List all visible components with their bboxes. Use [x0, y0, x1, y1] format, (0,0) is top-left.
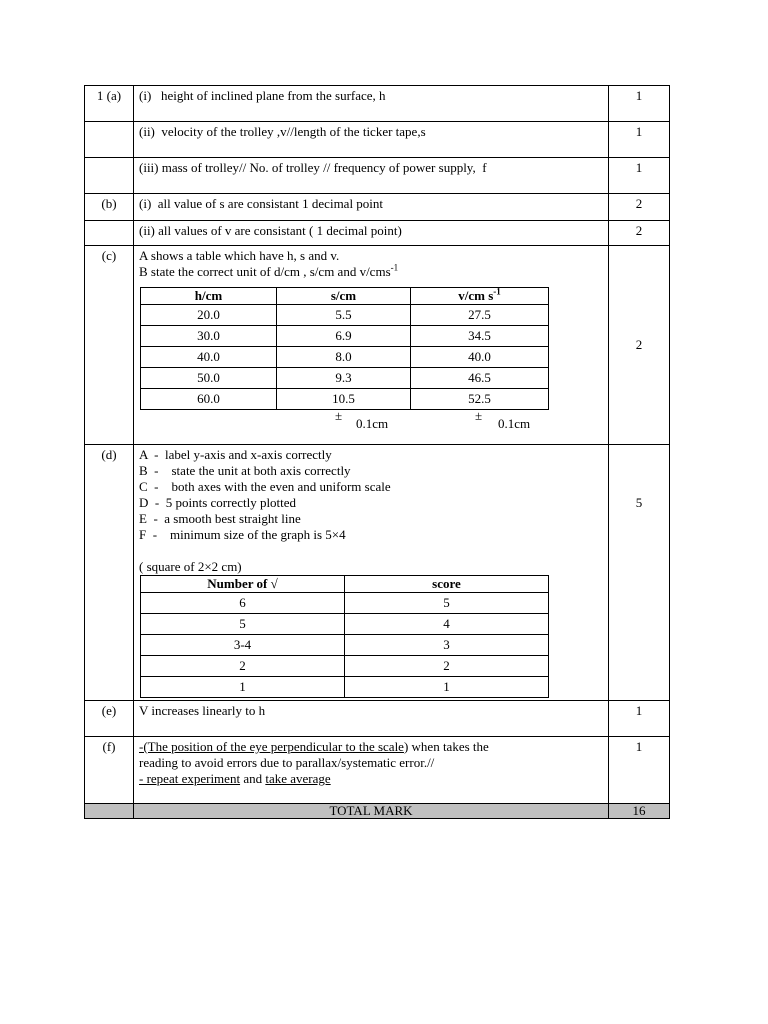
table-cell: 52.5 — [411, 389, 549, 410]
table-cell: 5.5 — [277, 305, 411, 326]
answer-line-text: and — [240, 771, 266, 786]
marking-scheme-table — [84, 85, 670, 819]
row-1a-i — [85, 86, 670, 122]
table-cell: 3 — [345, 635, 549, 656]
table-cell: 50.0 — [141, 368, 277, 389]
underlined-text: - repeat experiment — [139, 771, 241, 786]
answer-line: A shows a table which have h, s and v. — [139, 248, 340, 263]
row-b-i — [85, 194, 670, 221]
table-cell: 2 — [345, 656, 549, 677]
table-cell: 1 — [345, 677, 549, 698]
table-cell: 46.5 — [411, 368, 549, 389]
table-cell: 8.0 — [277, 347, 411, 368]
column-header-text: v/cm s — [458, 288, 494, 303]
tolerance-value: 0.1cm — [356, 416, 389, 431]
table-row — [141, 389, 549, 410]
table-cell: 5 — [141, 614, 345, 635]
underlined-text: -(The position of the eye perpendicular to the scale — [139, 739, 404, 754]
table-row — [141, 677, 549, 698]
table-cell: 2 — [141, 656, 345, 677]
answer-text: (ii) velocity of the trolley ,v//length of the ticker tape,s — [134, 122, 609, 158]
table-row — [141, 593, 549, 614]
table-cell: 20.0 — [141, 305, 277, 326]
answer-line — [139, 771, 603, 787]
question-number: (e) — [85, 701, 134, 737]
list-item: F - minimum size of the graph is 5×4 — [139, 527, 346, 542]
mark: 1 — [609, 701, 670, 737]
table-cell: 6 — [141, 593, 345, 614]
row-d — [85, 445, 670, 701]
table-row — [141, 305, 549, 326]
mark: 5 — [609, 445, 670, 701]
column-header: score — [345, 576, 549, 593]
answer-line-text: B state the correct unit of d/cm , s/cm and v/cms — [139, 264, 391, 279]
table-header-row — [141, 576, 549, 593]
mark: 1 — [609, 122, 670, 158]
row-1a-ii — [85, 122, 670, 158]
table-row — [141, 347, 549, 368]
question-number: (c) — [85, 246, 134, 445]
table-cell: 3-4 — [141, 635, 345, 656]
column-header: Number of √ — [141, 576, 345, 593]
total-blank — [85, 804, 134, 819]
answer-text: (i) all value of s are consistant 1 decimal point — [134, 194, 609, 221]
underlined-text: take average — [265, 771, 331, 786]
question-number: (b) — [85, 194, 134, 221]
table-cell: 30.0 — [141, 326, 277, 347]
answer-line — [139, 739, 603, 755]
total-row — [85, 804, 670, 819]
table-row — [141, 326, 549, 347]
mark: 2 — [609, 221, 670, 246]
table-cell: 34.5 — [411, 326, 549, 347]
answer-text: V increases linearly to h — [134, 701, 609, 737]
table-cell: 4 — [345, 614, 549, 635]
table-cell: 40.0 — [411, 347, 549, 368]
total-mark: 16 — [609, 804, 670, 819]
score-table — [140, 575, 549, 698]
answer-text: (i) height of inclined plane from the surface, h — [134, 86, 609, 122]
list-item: B - state the unit at both axis correctly — [139, 463, 351, 478]
question-number: 1 (a) — [85, 86, 134, 122]
mark: 1 — [609, 86, 670, 122]
table-cell: 60.0 — [141, 389, 277, 410]
criteria-list — [139, 447, 603, 543]
question-number — [85, 122, 134, 158]
column-header: s/cm — [277, 288, 411, 305]
answer-cell — [134, 737, 609, 804]
total-label: TOTAL MARK — [134, 804, 609, 819]
answer-cell — [134, 246, 609, 445]
list-item: C - both axes with the even and uniform scale — [139, 479, 391, 494]
answer-line: reading to avoid errors due to parallax/systematic error.// — [139, 755, 435, 770]
table-cell: 9.3 — [277, 368, 411, 389]
list-item: D - 5 points correctly plotted — [139, 495, 297, 510]
question-number — [85, 158, 134, 194]
table-header-row — [141, 288, 549, 305]
row-1a-iii — [85, 158, 670, 194]
question-number — [85, 221, 134, 246]
answer-cell — [134, 445, 609, 701]
answer-text: (ii) all values of v are consistant ( 1 decimal point) — [134, 221, 609, 246]
mark: 1 — [609, 737, 670, 804]
column-header: h/cm — [141, 288, 277, 305]
row-e — [85, 701, 670, 737]
list-item: A - label y-axis and x-axis correctly — [139, 447, 332, 462]
tolerance-value: 0.1cm — [498, 416, 531, 431]
hsv-data-table — [140, 287, 549, 410]
superscript: -1 — [493, 286, 501, 297]
table-row — [141, 635, 549, 656]
row-f — [85, 737, 670, 804]
question-number: (f) — [85, 737, 134, 804]
table-cell: 1 — [141, 677, 345, 698]
mark: 2 — [609, 246, 670, 445]
mark: 1 — [609, 158, 670, 194]
question-number: (d) — [85, 445, 134, 701]
row-b-ii — [85, 221, 670, 246]
superscript: -1 — [390, 262, 399, 273]
note-text: ( square of 2×2 cm) — [139, 559, 242, 574]
column-header — [411, 288, 549, 305]
mark: 2 — [609, 194, 670, 221]
plus-minus-symbol: ± — [335, 408, 343, 423]
table-cell: 27.5 — [411, 305, 549, 326]
answer-line-text: ) when takes the — [403, 739, 489, 754]
table-cell: 5 — [345, 593, 549, 614]
row-c — [85, 246, 670, 445]
answer-line — [139, 264, 603, 280]
table-cell: 40.0 — [141, 347, 277, 368]
table-row — [141, 368, 549, 389]
table-row — [141, 614, 549, 635]
list-item: E - a smooth best straight line — [139, 511, 301, 526]
table-row — [141, 656, 549, 677]
tolerance-row — [139, 410, 603, 434]
table-cell: 10.5 — [277, 389, 411, 410]
plus-minus-symbol: ± — [475, 408, 483, 423]
table-cell: 6.9 — [277, 326, 411, 347]
answer-text: (iii) mass of trolley// No. of trolley // frequency of power supply, f — [134, 158, 609, 194]
